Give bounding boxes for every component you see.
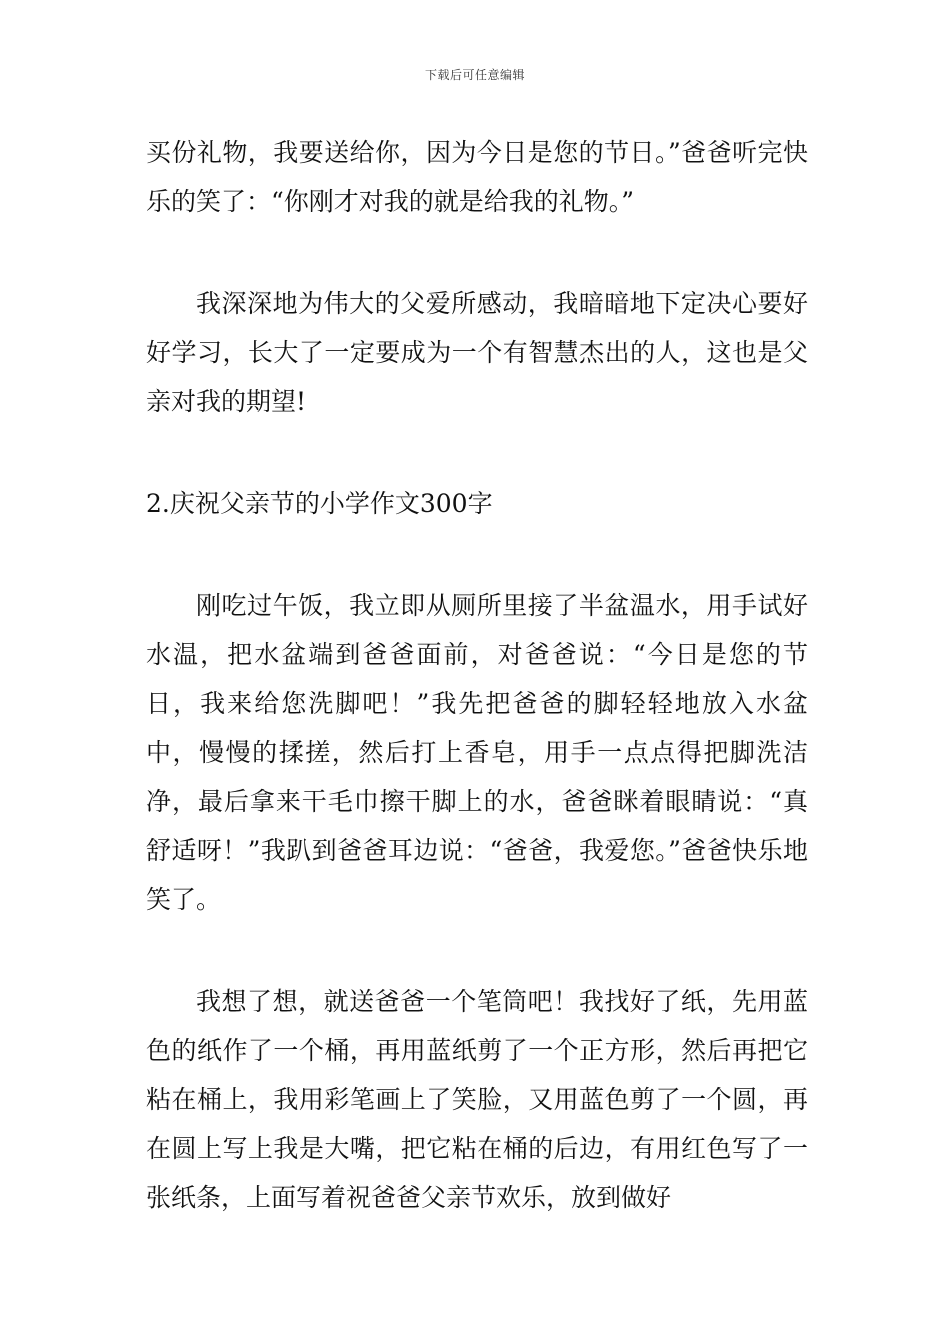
paragraph-gap [146, 226, 808, 279]
paragraph-pen-holder: 我想了想，就送爸爸一个笔筒吧！我找好了纸，先用蓝色的纸作了一个桶，再用蓝纸剪了一个正方形，然后再把它粘在桶上，我用彩笔画上了笑脸，又用蓝色剪了一个圆，再在圆上写上我是大嘴，把它粘在桶的后边，有用红色写了一张纸条，上面写着祝爸爸父亲节欢乐，放到做好 [146, 987, 808, 1212]
paragraph-gap [146, 426, 808, 479]
page-header-note: 下载后可任意编辑 [424, 68, 525, 82]
document-body [146, 128, 808, 1222]
section-heading: 2.庆祝父亲节的小学作文300字 [146, 489, 493, 518]
paragraph-gap [146, 528, 808, 581]
paragraph-gap [146, 924, 808, 977]
paragraph-conclusion: 我深深地为伟大的父爱所感动，我暗暗地下定决心要好好学习，长大了一定要成为一个有智慧杰出的人，这也是父亲对我的期望! [146, 289, 808, 416]
paragraph-continued: 买份礼物，我要送给你，因为今日是您的节日。”爸爸听完快乐的笑了：“你刚才对我的就是给我的礼物。” [146, 138, 808, 216]
paragraph-foot-washing: 刚吃过午饭，我立即从厕所里接了半盆温水，用手试好水温，把水盆端到爸爸面前，对爸爸说：“今日是您的节日，我来给您洗脚吧！”我先把爸爸的脚轻轻地放入水盆中，慢慢的揉搓，然后打上香皂，用手一点点得把脚洗洁净，最后拿来干毛巾擦干脚上的水，爸爸眯着眼睛说：“真舒适呀！”我趴到爸爸耳边说：“爸爸，我爱您。”爸爸快乐地笑了。 [146, 591, 808, 914]
